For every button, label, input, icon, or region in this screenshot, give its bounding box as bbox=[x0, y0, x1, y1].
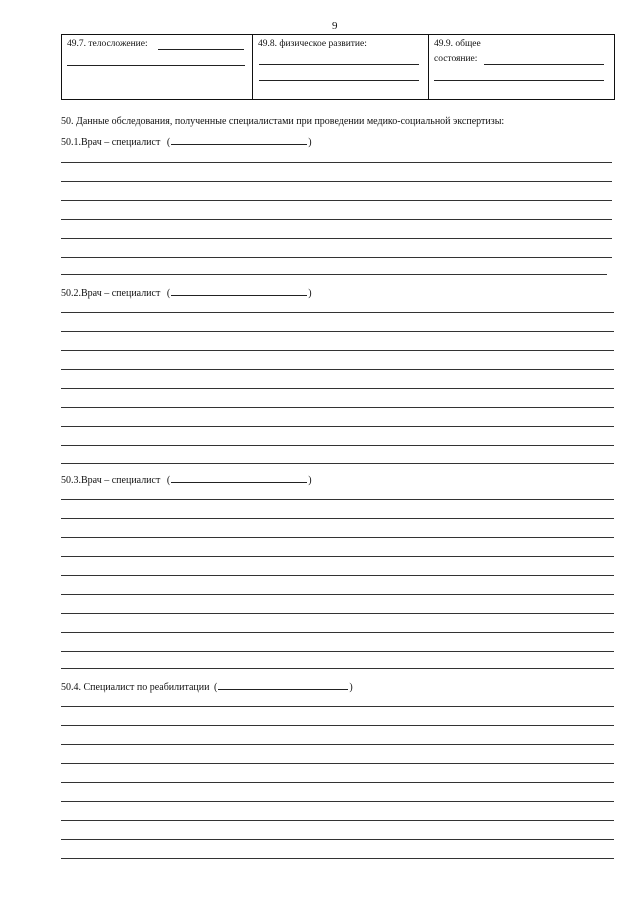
section-50-2-paren-close: ) bbox=[308, 288, 312, 299]
answer-line[interactable] bbox=[61, 820, 614, 821]
general-state-label-line2: состояние: bbox=[434, 54, 478, 64]
answer-line[interactable] bbox=[61, 274, 607, 275]
answer-line[interactable] bbox=[61, 219, 612, 220]
cell-general-state bbox=[429, 35, 614, 99]
development-field-line-1[interactable] bbox=[259, 64, 419, 65]
section-50-3-heading bbox=[61, 473, 312, 486]
answer-line[interactable] bbox=[61, 556, 614, 557]
answer-line[interactable] bbox=[61, 782, 614, 783]
answer-line[interactable] bbox=[61, 388, 614, 389]
answer-line[interactable] bbox=[61, 575, 614, 576]
answer-line[interactable] bbox=[61, 668, 614, 669]
answer-line[interactable] bbox=[61, 594, 614, 595]
section-50-intro: 50. Данные обследования, полученные специалистами при проведении медико-социальной экспертизы: bbox=[61, 116, 505, 127]
section-50-2-specialist-field[interactable] bbox=[171, 286, 307, 296]
section-50-3-label: 50.3.Врач – специалист bbox=[61, 475, 161, 486]
answer-line[interactable] bbox=[61, 744, 614, 745]
section-50-1-paren-close: ) bbox=[308, 137, 312, 148]
answer-line[interactable] bbox=[61, 706, 614, 707]
answer-line[interactable] bbox=[61, 369, 614, 370]
build-field-line-1[interactable] bbox=[158, 49, 244, 50]
answer-line[interactable] bbox=[61, 518, 614, 519]
answer-line[interactable] bbox=[61, 499, 614, 500]
cell-build bbox=[62, 35, 253, 99]
section-50-4-heading bbox=[61, 680, 353, 693]
section-50-3-paren-open: ( bbox=[166, 475, 171, 486]
section-50-4-specialist-field[interactable] bbox=[218, 680, 348, 690]
answer-line[interactable] bbox=[61, 407, 614, 408]
cell-development bbox=[253, 35, 429, 99]
general-state-label-line1: 49.9. общее bbox=[434, 39, 481, 49]
answer-line[interactable] bbox=[61, 651, 614, 652]
answer-line[interactable] bbox=[61, 537, 614, 538]
section-50-2-label: 50.2.Врач – специалист bbox=[61, 288, 161, 299]
answer-line[interactable] bbox=[61, 162, 612, 163]
answer-line[interactable] bbox=[61, 257, 612, 258]
answer-line[interactable] bbox=[61, 312, 614, 313]
answer-line[interactable] bbox=[61, 331, 614, 332]
section-50-4-paren-open: ( bbox=[213, 682, 218, 693]
answer-line[interactable] bbox=[61, 763, 614, 764]
general-state-field-line-1[interactable] bbox=[484, 64, 604, 65]
answer-line[interactable] bbox=[61, 350, 614, 351]
section-50-1-paren-open: ( bbox=[166, 137, 171, 148]
build-label: 49.7. телосложение: bbox=[67, 39, 148, 49]
answer-line[interactable] bbox=[61, 200, 612, 201]
answer-line[interactable] bbox=[61, 858, 614, 859]
section-50-1-heading bbox=[61, 135, 312, 148]
section-50-3-paren-close: ) bbox=[308, 475, 312, 486]
development-field-line-2[interactable] bbox=[259, 80, 419, 81]
section-50-2-heading bbox=[61, 286, 312, 299]
section-50-1-specialist-field[interactable] bbox=[171, 135, 307, 145]
answer-line[interactable] bbox=[61, 632, 614, 633]
general-state-field-line-2[interactable] bbox=[434, 80, 604, 81]
development-label: 49.8. физическое развитие: bbox=[258, 39, 367, 49]
section-50-2-paren-open: ( bbox=[166, 288, 171, 299]
answer-line[interactable] bbox=[61, 725, 614, 726]
build-field-line-2[interactable] bbox=[67, 65, 245, 66]
page-number: 9 bbox=[332, 20, 338, 32]
section-50-4-paren-close: ) bbox=[349, 682, 353, 693]
answer-line[interactable] bbox=[61, 463, 614, 464]
answer-line[interactable] bbox=[61, 238, 612, 239]
section-50-4-label: 50.4. Специалист по реабилитации bbox=[61, 682, 210, 693]
answer-line[interactable] bbox=[61, 426, 614, 427]
section-50-3-specialist-field[interactable] bbox=[171, 473, 307, 483]
answer-line[interactable] bbox=[61, 839, 614, 840]
answer-line[interactable] bbox=[61, 801, 614, 802]
physical-status-table bbox=[61, 34, 615, 100]
section-50-1-label: 50.1.Врач – специалист bbox=[61, 137, 161, 148]
answer-line[interactable] bbox=[61, 445, 614, 446]
answer-line[interactable] bbox=[61, 613, 614, 614]
answer-line[interactable] bbox=[61, 181, 612, 182]
